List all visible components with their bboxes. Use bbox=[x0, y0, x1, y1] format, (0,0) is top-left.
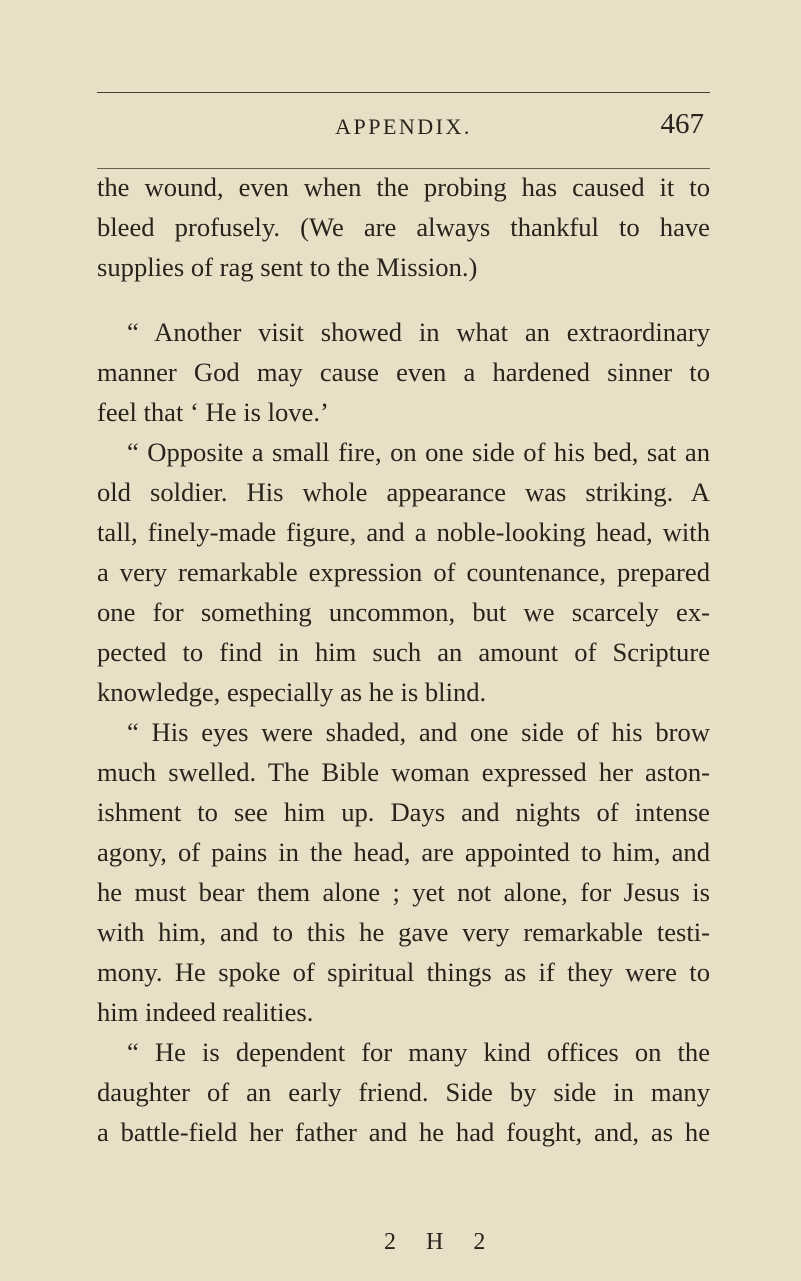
paragraph-1 bbox=[97, 167, 710, 287]
text-line: he must bear them alone ; yet not alone, for Jesus is bbox=[97, 877, 710, 907]
paragraph-2 bbox=[97, 312, 710, 432]
text-line: him indeed realities. bbox=[97, 997, 314, 1027]
text-line: ishment to see him up. Days and nights of intense bbox=[97, 797, 710, 827]
text-line: with him, and to this he gave very remarkable testi- bbox=[97, 917, 710, 947]
text-line: “ His eyes were shaded, and one side of his brow bbox=[127, 717, 710, 747]
text-line: “ Another visit showed in what an extraordinary bbox=[127, 317, 710, 347]
text-line: one for something uncommon, but we scarcely ex- bbox=[97, 597, 710, 627]
paragraph-3 bbox=[97, 432, 710, 712]
header-rule bbox=[97, 92, 710, 93]
text-line: “ Opposite a small fire, on one side of his bed, sat an bbox=[127, 437, 710, 467]
text-line: “ He is dependent for many kind offices on the bbox=[127, 1037, 710, 1067]
text-line: bleed profusely. (We are always thankful to have bbox=[97, 212, 710, 242]
text-line: daughter of an early friend. Side by side in many bbox=[97, 1077, 710, 1107]
paragraph-5 bbox=[97, 1032, 710, 1152]
text-line: mony. He spoke of spiritual things as if they were to bbox=[97, 957, 710, 987]
signature-mark: 2 H 2 bbox=[384, 1229, 498, 1255]
text-line: a very remarkable expression of countenance, prepared bbox=[97, 557, 710, 587]
text-line: knowledge, especially as he is blind. bbox=[97, 677, 487, 707]
running-title: APPENDIX. bbox=[335, 114, 472, 139]
paragraph-gap bbox=[97, 287, 710, 312]
text-line: tall, finely-made figure, and a noble-looking head, with bbox=[97, 517, 710, 547]
text-line: much swelled. The Bible woman expressed her aston- bbox=[97, 757, 710, 787]
text-line: a battle-field her father and he had fought, and, as he bbox=[97, 1117, 710, 1147]
text-line: manner God may cause even a hardened sinner to bbox=[97, 357, 710, 387]
page-number: 467 bbox=[660, 108, 704, 140]
text-line: the wound, even when the probing has caused it to bbox=[97, 172, 710, 202]
running-head bbox=[97, 108, 710, 158]
body-text bbox=[97, 167, 710, 1152]
text-line: agony, of pains in the head, are appointed to him, and bbox=[97, 837, 710, 867]
text-line: supplies of rag sent to the Mission.) bbox=[97, 252, 478, 282]
text-line: feel that ‘ He is love.’ bbox=[97, 397, 329, 427]
paragraph-4 bbox=[97, 712, 710, 1032]
text-line: old soldier. His whole appearance was striking. A bbox=[97, 477, 710, 507]
text-line: pected to find in him such an amount of Scripture bbox=[97, 637, 710, 667]
